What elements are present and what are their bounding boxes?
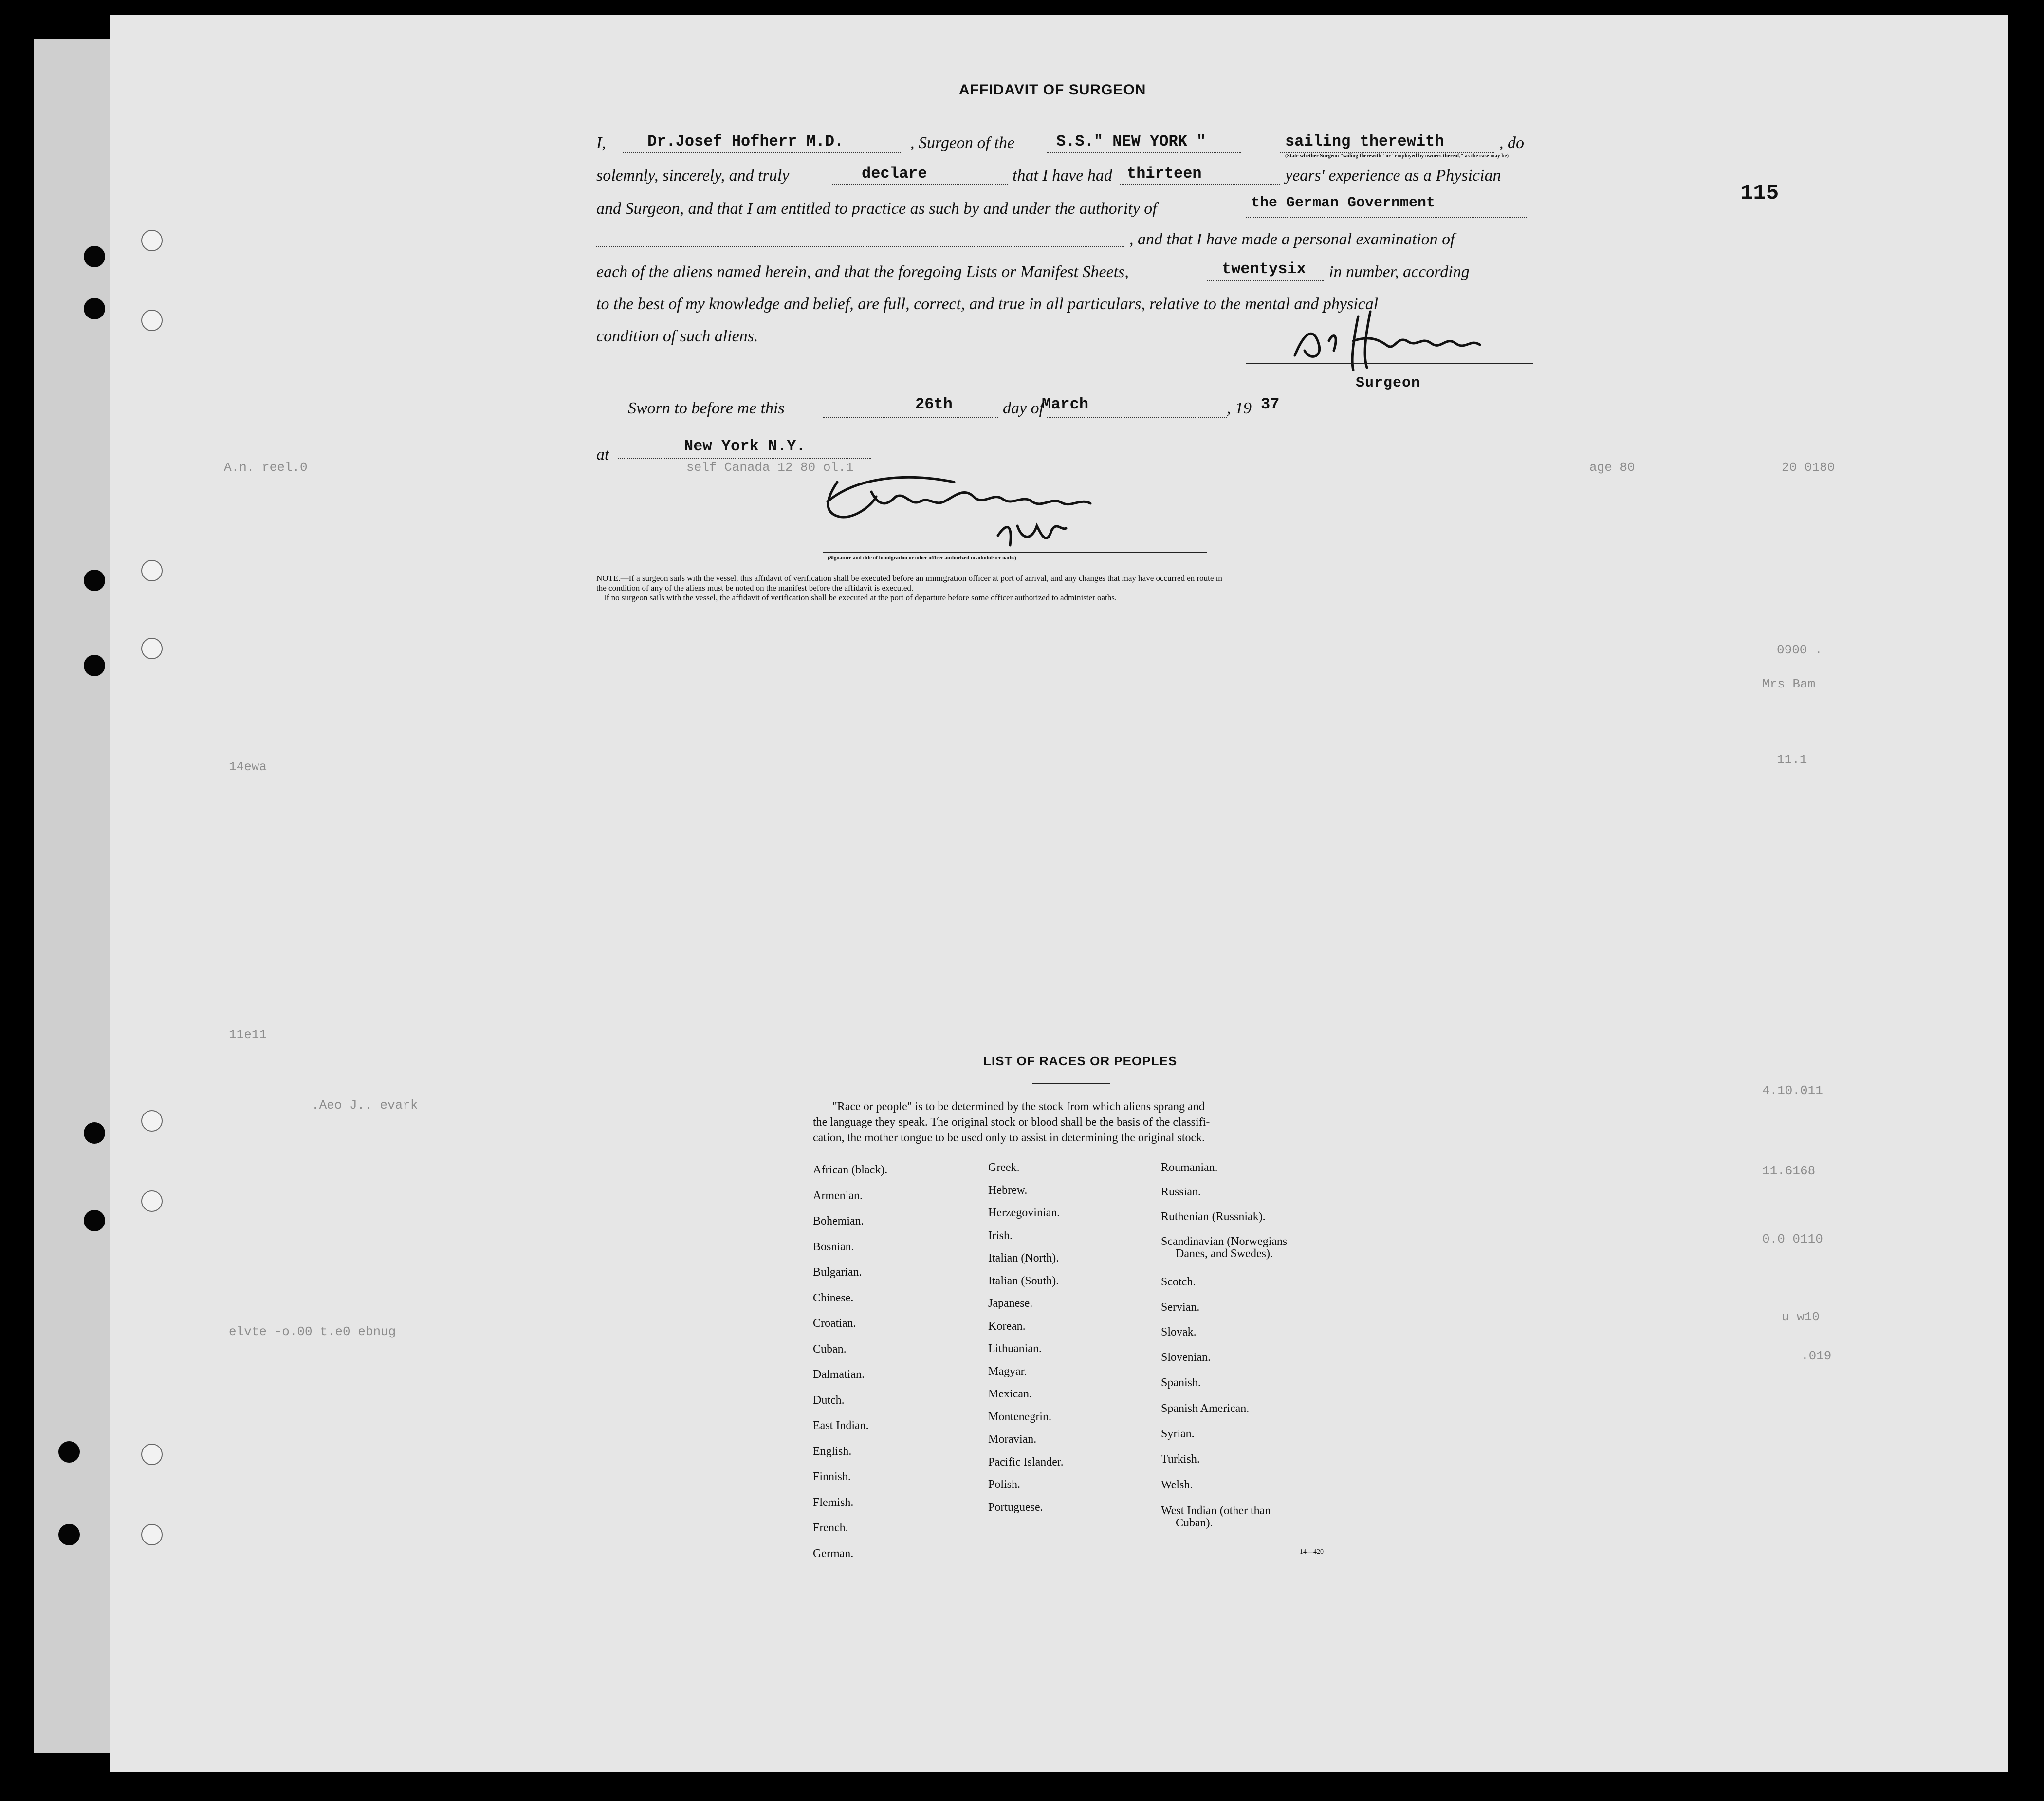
affidavit-line-4: , and that I have made a personal examination of	[1129, 230, 1455, 248]
affidavit-line-7: condition of such aliens.	[596, 327, 758, 345]
race-entry: Dalmatian.	[813, 1368, 865, 1381]
affidavit-line-5b: in number, according	[1329, 263, 1470, 281]
sworn-year: 37	[1261, 395, 1280, 413]
declare: declare	[862, 165, 927, 183]
race-entry: Montenegrin.	[988, 1410, 1051, 1423]
affidavit-line-2b: that I have had	[1013, 167, 1112, 185]
race-entry: Scandinavian (Norwegians	[1161, 1235, 1288, 1248]
race-entry: Polish.	[988, 1478, 1021, 1491]
races-title: LIST OF RACES OR PEOPLES	[983, 1054, 1178, 1068]
years-experience: thirteen	[1127, 165, 1202, 183]
bleed-through: Mrs Bam	[1762, 677, 1816, 691]
race-entry: West Indian (other than	[1161, 1504, 1271, 1517]
race-entry: Cuban.	[813, 1342, 847, 1355]
surgeon-name: Dr.Josef Hofherr M.D.	[647, 132, 844, 150]
race-entry: Italian (South).	[988, 1274, 1059, 1287]
year-prefix: , 19	[1227, 399, 1252, 417]
race-entry: Welsh.	[1161, 1479, 1193, 1491]
race-entry: African (black).	[813, 1164, 888, 1176]
punch-hole	[84, 1210, 105, 1231]
punch-hole	[141, 560, 163, 581]
race-entry: Croatian.	[813, 1317, 856, 1330]
bleed-through: .019	[1801, 1349, 1832, 1363]
affidavit-line-6: to the best of my knowledge and belief, are full, correct, and true in all particulars, relative to the mental and physical	[596, 295, 1379, 313]
race-entry: Japanese.	[988, 1297, 1033, 1310]
bleed-through: self Canada 12 80 ol.1	[686, 460, 854, 475]
race-entry: Spanish American.	[1161, 1402, 1250, 1415]
race-entry: Russian.	[1161, 1186, 1201, 1198]
punch-hole	[141, 1524, 163, 1545]
bleed-through: 11.6168	[1762, 1164, 1816, 1178]
punch-hole	[84, 298, 105, 319]
punch-hole	[141, 230, 163, 251]
punch-hole	[141, 1110, 163, 1132]
race-entry: Roumanian.	[1161, 1161, 1218, 1174]
punch-hole	[84, 655, 105, 676]
race-entry: English.	[813, 1445, 852, 1458]
race-entry: Finnish.	[813, 1470, 851, 1483]
race-entry: Cuban).	[1176, 1517, 1213, 1529]
race-entry: Herzegovinian.	[988, 1207, 1060, 1219]
race-entry: Moravian.	[988, 1433, 1037, 1446]
bleed-through: A.n. reel.0	[224, 460, 308, 475]
page-number: 115	[1740, 181, 1779, 205]
place: New York N.Y.	[684, 437, 806, 455]
sworn-month: March	[1042, 395, 1089, 413]
do-text: , do	[1499, 134, 1524, 152]
bleed-through: u w10	[1782, 1310, 1820, 1324]
form-code: 14—420	[1300, 1548, 1324, 1556]
race-entry: Portuguese.	[988, 1501, 1043, 1514]
bleed-through: .Aeo J.. evark	[312, 1098, 418, 1113]
races-intro-1: "Race or people" is to be determined by the stock from which aliens sprang and	[832, 1100, 1205, 1113]
race-entry: Greek.	[988, 1161, 1020, 1174]
race-entry: Irish.	[988, 1229, 1013, 1242]
race-entry: Scotch.	[1161, 1276, 1196, 1288]
bleed-through: 0.0 0110	[1762, 1232, 1823, 1246]
bleed-through: 20 0180	[1782, 460, 1835, 475]
affidavit-intro: I,	[596, 134, 606, 152]
sworn-text: Sworn to before me this	[628, 399, 785, 417]
race-entry: Chinese.	[813, 1291, 854, 1304]
punch-hole	[141, 1444, 163, 1465]
surgeon-label: Surgeon	[1356, 375, 1421, 391]
punch-hole	[141, 1190, 163, 1212]
race-entry: Bohemian.	[813, 1215, 864, 1227]
affidavit-line-2c: years' experience as a Physician	[1285, 167, 1501, 185]
punch-hole	[141, 310, 163, 331]
race-entry: Slovak.	[1161, 1326, 1197, 1338]
race-entry: Pacific Islander.	[988, 1455, 1064, 1468]
authority: the German Government	[1251, 195, 1436, 211]
race-entry: Servian.	[1161, 1301, 1200, 1314]
race-entry: Magyar.	[988, 1365, 1027, 1378]
ship-name: S.S." NEW YORK "	[1056, 132, 1206, 150]
race-entry: Ruthenian (Russniak).	[1161, 1210, 1266, 1223]
bleed-through: 11.1	[1777, 752, 1807, 767]
punch-hole	[141, 638, 163, 659]
bleed-through: 4.10.011	[1762, 1083, 1823, 1098]
bleed-through: age 80	[1589, 460, 1635, 475]
bleed-through: elvte -o.00 t.e0 ebnug	[229, 1324, 396, 1339]
race-entry: Spanish.	[1161, 1376, 1201, 1389]
race-entry: Hebrew.	[988, 1184, 1028, 1197]
bleed-through: 11e11	[229, 1027, 267, 1042]
note-line-2: the condition of any of the aliens must be noted on the manifest before the affidavit is executed.	[596, 583, 914, 593]
race-entry: Korean.	[988, 1319, 1026, 1333]
race-entry: Mexican.	[988, 1388, 1032, 1400]
note-line-1: NOTE.—If a surgeon sails with the vessel, this affidavit of verification shall be executed before an immigration officer at port of arrival, and any changes that may have occurred en route in	[596, 574, 1222, 583]
affidavit-line-2: solemnly, sincerely, and truly	[596, 167, 790, 185]
note-line-3: If no surgeon sails with the vessel, the affidavit of verification shall be executed at the port of departure before some officer authorized to administer oaths.	[604, 593, 1117, 602]
affidavit-line-3: and Surgeon, and that I am entitled to practice as such by and under the authority of	[596, 200, 1157, 218]
race-entry: Danes, and Swedes).	[1176, 1247, 1273, 1260]
races-intro-2: the language they speak. The original stock or blood shall be the basis of the classifi-	[813, 1116, 1210, 1129]
punch-hole	[58, 1524, 80, 1545]
race-entry: French.	[813, 1522, 848, 1534]
sworn-day: 26th	[915, 395, 953, 413]
affidavit-line-5: each of the aliens named herein, and that the foregoing Lists or Manifest Sheets,	[596, 263, 1129, 281]
race-entry: Turkish.	[1161, 1453, 1200, 1466]
punch-hole	[58, 1441, 80, 1463]
race-entry: Bulgarian.	[813, 1266, 862, 1279]
bleed-through: 14ewa	[229, 760, 267, 774]
officer-caption: (Signature and title of immigration or other officer authorized to administer oaths)	[828, 555, 1016, 561]
race-entry: Slovenian.	[1161, 1351, 1211, 1364]
race-entry: Bosnian.	[813, 1240, 854, 1253]
manifest-sheet-count: twentysix	[1222, 260, 1306, 278]
punch-hole	[84, 1122, 105, 1144]
race-entry: Italian (North).	[988, 1252, 1059, 1264]
surgeon-signature	[1285, 302, 1519, 375]
day-of-text: day of	[1003, 399, 1044, 417]
at-text: at	[596, 446, 609, 464]
race-entry: Armenian.	[813, 1189, 863, 1202]
races-intro-3: cation, the mother tongue to be used only to assist in determining the original stock.	[813, 1132, 1205, 1144]
race-entry: East Indian.	[813, 1419, 869, 1432]
surgeon-of-the-text: , Surgeon of the	[910, 134, 1015, 152]
race-entry: Lithuanian.	[988, 1342, 1042, 1355]
race-entry: German.	[813, 1547, 854, 1560]
affidavit-title: AFFIDAVIT OF SURGEON	[959, 82, 1146, 98]
race-entry: Dutch.	[813, 1393, 845, 1407]
punch-hole	[84, 570, 105, 591]
bleed-through: 0900 .	[1777, 643, 1823, 657]
sailing-note: (State whether Surgeon "sailing therewith" or "employed by owners thereof," as the case may be)	[1285, 153, 1509, 159]
sailing-status: sailing therewith	[1285, 132, 1444, 150]
race-entry: Flemish.	[813, 1496, 854, 1509]
race-entry: Syrian.	[1161, 1428, 1195, 1440]
punch-hole	[84, 246, 105, 267]
